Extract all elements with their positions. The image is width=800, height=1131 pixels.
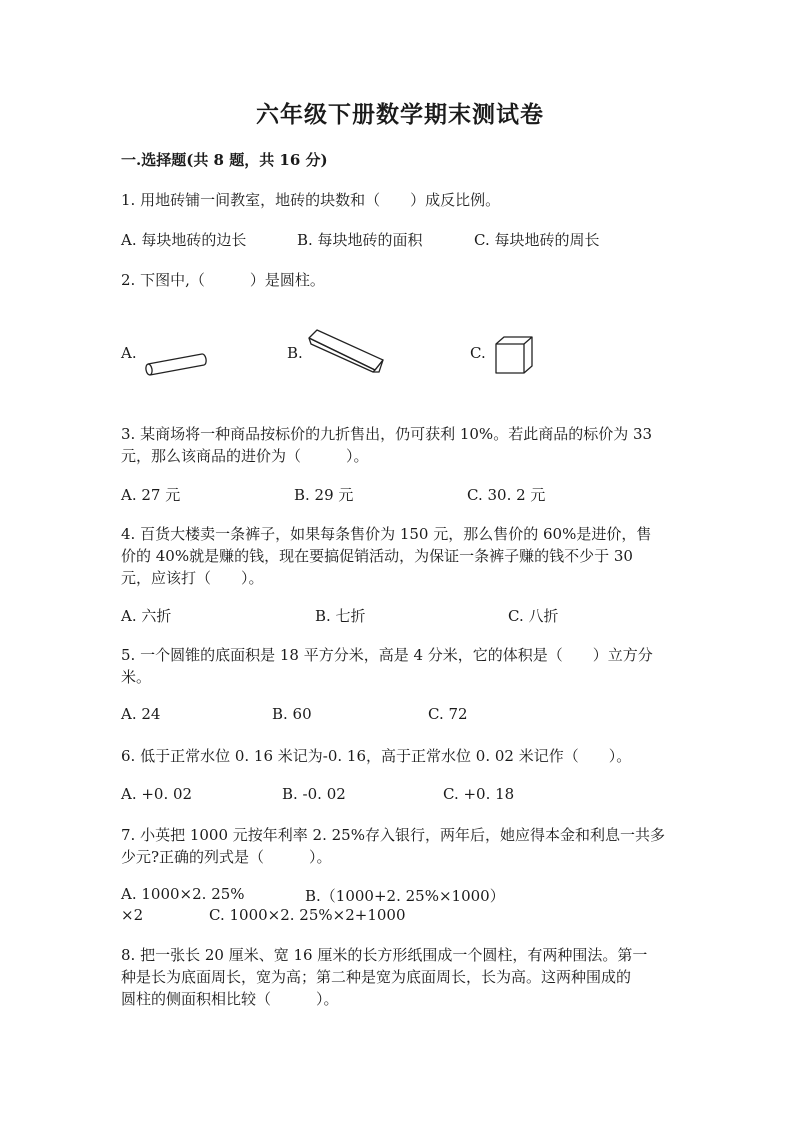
small-cylinder-icon	[140, 348, 212, 380]
question-4-line-1: 4. 百货大楼卖一条裤子，如果每条售价为 150 元，那么售价的 60%是进价，售	[121, 525, 652, 543]
question-1-option-c: C. 每块地砖的周长	[474, 231, 600, 249]
question-4-line-3: 元，应该打（ ）。	[121, 569, 264, 587]
question-8-line-2: 种是长为底面周长，宽为高；第二种是宽为底面周长，长为高。这两种围成的	[121, 968, 632, 986]
question-3-option-b: B. 29 元	[294, 486, 354, 504]
cube-icon	[493, 334, 537, 376]
question-3-option-a: A. 27 元	[121, 486, 181, 504]
question-7-option-a: A. 1000×2. 25%	[121, 885, 245, 903]
question-7-option-b: B.（1000+2. 25%×1000）	[305, 887, 505, 905]
question-6-option-b: B. -0. 02	[282, 785, 346, 803]
question-3-line-1: 3. 某商场将一种商品按标价的九折售出，仍可获利 10%。若此商品的标价为 33	[121, 425, 653, 443]
question-4-option-b: B. 七折	[315, 607, 366, 625]
question-4-option-a: A. 六折	[121, 607, 172, 625]
question-7-option-c: C. 1000×2. 25%×2+1000	[209, 906, 406, 924]
question-5-line-1: 5. 一个圆锥的底面积是 18 平方分米，高是 4 分米，它的体积是（ ）立方分	[121, 646, 653, 664]
section-heading: 一.选择题(共 8 题，共 16 分)	[121, 151, 328, 169]
question-6-option-c: C. +0. 18	[443, 785, 515, 803]
question-4-line-2: 价的 40%就是赚的钱，现在要搞促销活动，为保证一条裤子赚的钱不少于 30	[121, 547, 633, 565]
question-2-option-b: B.	[287, 344, 303, 362]
question-5-line-2: 米。	[121, 668, 152, 686]
question-8-line-3: 圆柱的侧面积相比较（ ）。	[121, 990, 339, 1008]
question-1-line-1: 1. 用地砖铺一间教室，地砖的块数和（ ）成反比例。	[121, 191, 501, 209]
question-7-line-2: 少元?正确的列式是（ ）。	[121, 848, 332, 866]
question-2-option-c: C.	[470, 344, 486, 362]
question-6-option-a: A. +0. 02	[121, 785, 193, 803]
question-7-line-1: 7. 小英把 1000 元按年利率 2. 25%存入银行，两年后，她应得本金和利息一共多	[121, 826, 665, 844]
question-5-option-c: C. 72	[428, 705, 468, 723]
question-1-option-b: B. 每块地砖的面积	[297, 231, 423, 249]
question-8-line-1: 8. 把一张长 20 厘米、宽 16 厘米的长方形纸围成一个圆柱，有两种围法。第一	[121, 946, 648, 964]
question-3-option-c: C. 30. 2 元	[467, 486, 546, 504]
question-5-option-a: A. 24	[121, 705, 161, 723]
question-2-line-1: 2. 下图中,（ ）是圆柱。	[121, 271, 325, 289]
question-6-line-1: 6. 低于正常水位 0. 16 米记为-0. 16，高于正常水位 0. 02 米记作（ ）。	[121, 747, 632, 765]
question-4-option-c: C. 八折	[508, 607, 559, 625]
triangular-prism-icon	[303, 326, 387, 376]
question-5-option-b: B. 60	[272, 705, 312, 723]
page-title: 六年级下册数学期末测试卷	[256, 101, 544, 128]
question-1-option-a: A. 每块地砖的边长	[121, 231, 247, 249]
question-7-option-b-continued: ×2	[121, 906, 144, 924]
question-2-option-a: A.	[121, 344, 137, 362]
question-3-line-2: 元，那么该商品的进价为（ ）。	[121, 447, 369, 465]
